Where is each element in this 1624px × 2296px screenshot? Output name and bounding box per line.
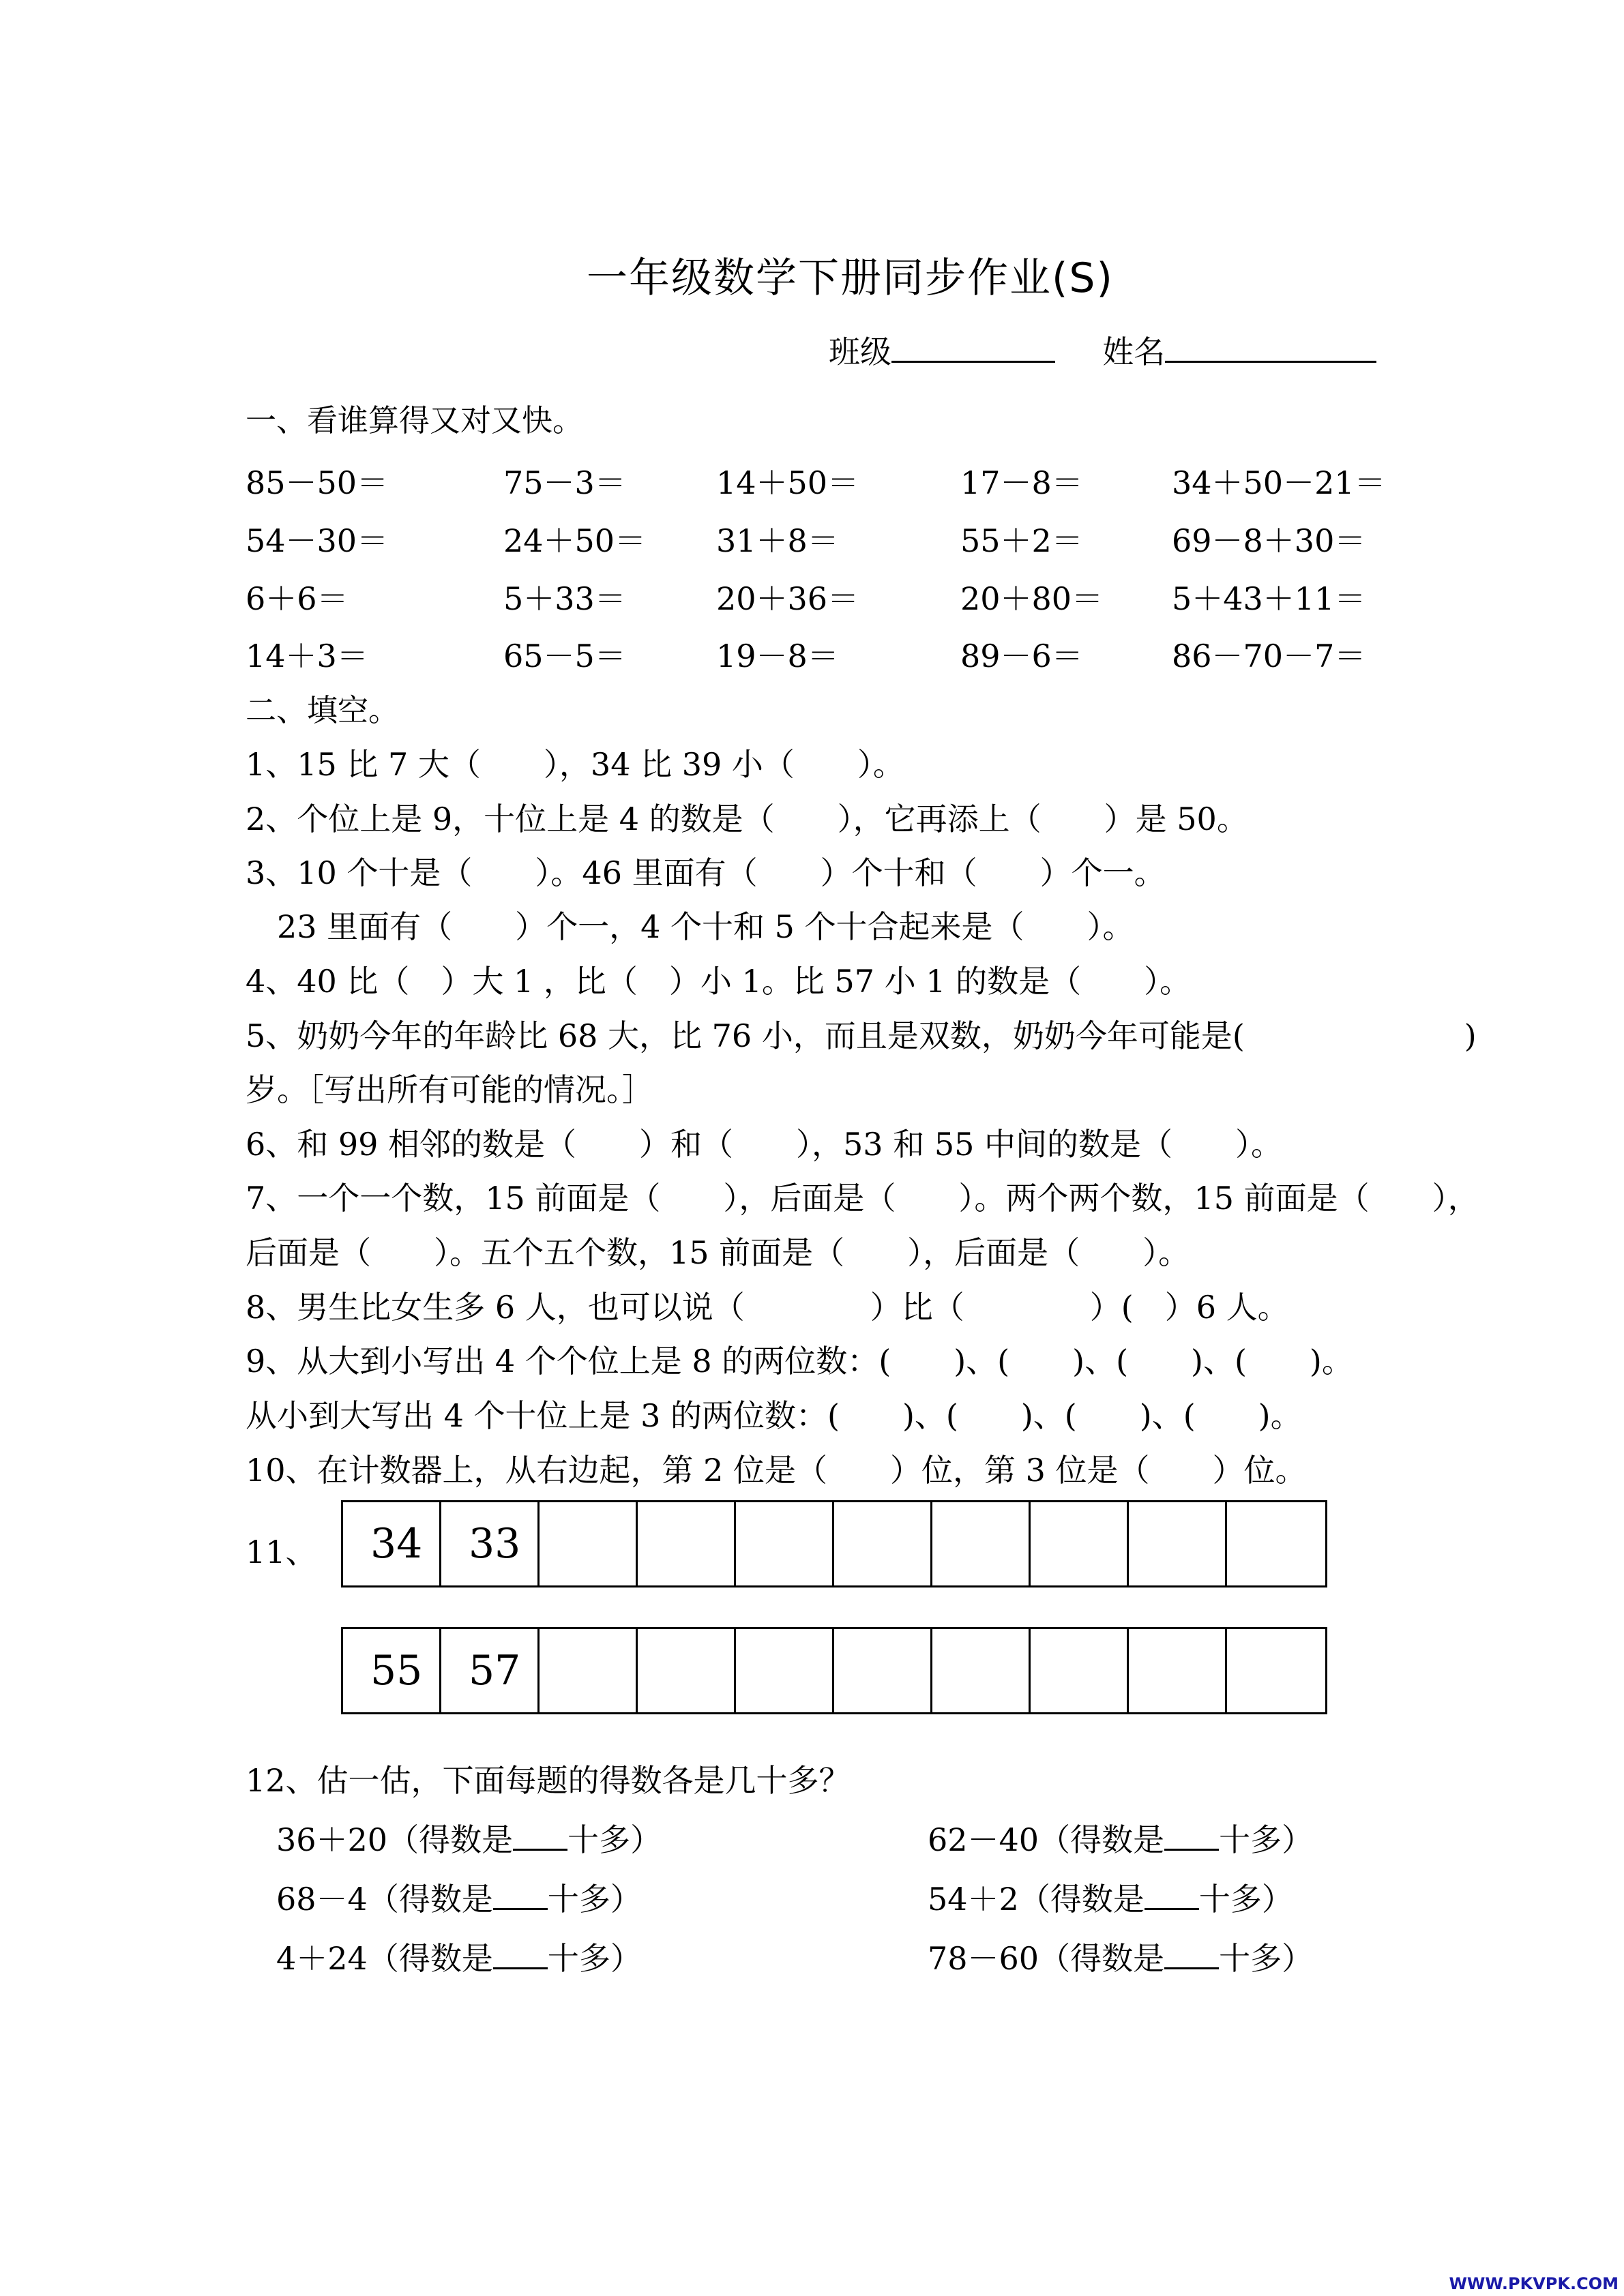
sequence-cell: 33 <box>441 1502 540 1585</box>
sequence-cell[interactable] <box>736 1629 834 1712</box>
sequence-cell[interactable] <box>834 1502 932 1585</box>
calc-item: 20＋80＝ <box>960 580 1104 617</box>
estimate-item <box>928 1934 1313 1979</box>
calc-item: 14＋50＝ <box>716 464 859 501</box>
sequence-cell[interactable] <box>1031 1629 1129 1712</box>
calc-item: 54－30＝ <box>246 522 389 559</box>
answer-blank[interactable] <box>1164 1821 1219 1851</box>
estimate-expression: 4＋24 <box>276 1940 368 1977</box>
fill-line: 4、40 比（ ）大 1 ，比（ ）小 1。比 57 小 1 的数是（ ）。 <box>246 963 1192 1000</box>
estimate-suffix: 十多） <box>1219 1821 1314 1858</box>
estimate-item <box>276 1875 642 1920</box>
estimate-expression: 62－40 <box>928 1821 1039 1858</box>
number-sequence-row-2 <box>341 1627 1327 1714</box>
sequence-cell[interactable] <box>540 1629 638 1712</box>
estimate-suffix: 十多） <box>1219 1940 1314 1977</box>
estimate-suffix: 十多） <box>547 1881 642 1918</box>
class-name-line <box>829 327 1376 372</box>
calc-item: 85－50＝ <box>246 464 389 501</box>
estimate-prefix: （得数是 <box>1018 1881 1145 1918</box>
fill-line: 10、在计数器上，从右边起，第 2 位是（ ）位，第 3 位是（ ）位。 <box>246 1452 1307 1489</box>
sequence-cell[interactable] <box>540 1502 638 1585</box>
estimate-item <box>928 1875 1293 1920</box>
fill-line: 2、个位上是 9，十位上是 4 的数是（ ），它再添上（ ）是 50。 <box>246 801 1248 837</box>
fill-line: 5、奶奶今年的年龄比 68 大，比 76 小，而且是双数，奶奶今年可能是( ) <box>246 1017 1477 1054</box>
sequence-cell[interactable] <box>1227 1502 1325 1585</box>
sequence-cell: 55 <box>343 1629 441 1712</box>
calc-item: 31＋8＝ <box>716 522 839 559</box>
calc-item: 34＋50－21＝ <box>1172 464 1386 501</box>
calc-item: 89－6＝ <box>960 638 1083 674</box>
page-title: 一年级数学下册同步作业(S) <box>587 254 1114 302</box>
calc-item: 75－3＝ <box>503 464 626 501</box>
class-label: 班级 <box>829 333 891 370</box>
fill-line: 岁。［写出所有可能的情况。］ <box>246 1071 653 1108</box>
sequence-cell[interactable] <box>834 1629 932 1712</box>
sequence-cell[interactable] <box>1129 1502 1227 1585</box>
name-field[interactable] <box>1165 333 1376 363</box>
estimate-item <box>928 1815 1313 1860</box>
calc-item: 6＋6＝ <box>246 580 349 617</box>
calc-item: 5＋33＝ <box>503 580 626 617</box>
fill-line: 8、男生比女生多 6 人，也可以说（ ）比（ ）( ）6 人。 <box>246 1289 1289 1326</box>
sequence-cell[interactable] <box>1227 1629 1325 1712</box>
estimate-suffix: 十多） <box>567 1821 662 1858</box>
fill-line: 9、从大到小写出 4 个个位上是 8 的两位数：( )、( )、( )、( )。 <box>246 1343 1353 1380</box>
sequence-cell[interactable] <box>932 1502 1031 1585</box>
sequence-cell: 34 <box>343 1502 441 1585</box>
estimate-prefix: （得数是 <box>367 1940 493 1977</box>
section1-heading: 一、看谁算得又对又快。 <box>246 402 584 438</box>
estimate-item <box>276 1815 662 1860</box>
calc-item: 19－8＝ <box>716 638 839 674</box>
calc-item: 17－8＝ <box>960 464 1083 501</box>
answer-blank[interactable] <box>513 1821 567 1851</box>
name-label: 姓名 <box>1102 333 1166 370</box>
calc-item: 5＋43＋11＝ <box>1172 580 1366 617</box>
sequence-cell[interactable] <box>736 1502 834 1585</box>
calc-item: 65－5＝ <box>503 638 626 674</box>
estimate-prefix: （得数是 <box>1039 1821 1165 1858</box>
estimate-prefix: （得数是 <box>1039 1940 1165 1977</box>
estimate-expression: 36＋20 <box>276 1821 388 1858</box>
calc-item: 24＋50＝ <box>503 522 647 559</box>
answer-blank[interactable] <box>493 1940 548 1969</box>
fill-line: 从小到大写出 4 个十位上是 3 的两位数：( )、( )、( )、( )。 <box>246 1397 1302 1434</box>
estimate-prefix: （得数是 <box>387 1821 514 1858</box>
sequence-cell[interactable] <box>638 1629 736 1712</box>
calc-item: 69－8＋30＝ <box>1172 522 1366 559</box>
calc-item: 14＋3＝ <box>246 638 368 674</box>
calc-item: 86－70－7＝ <box>1172 638 1366 674</box>
section2-heading: 二、填空。 <box>246 692 400 728</box>
class-field[interactable] <box>891 333 1055 363</box>
estimate-expression: 68－4 <box>276 1881 368 1918</box>
fill-line: 7、一个一个数，15 前面是（ ），后面是（ ）。两个两个数，15 前面是（ ）， <box>246 1180 1479 1217</box>
estimate-item <box>276 1934 642 1979</box>
fill-line: 后面是（ ）。五个五个数，15 前面是（ ），后面是（ ）。 <box>246 1234 1190 1271</box>
site-watermark: WWW.PKVPK.COM <box>1449 2274 1619 2293</box>
sequence-cell[interactable] <box>1129 1629 1227 1712</box>
fill-line: 1、15 比 7 大（ ），34 比 39 小（ ）。 <box>246 746 904 783</box>
sequence-cell: 57 <box>441 1629 540 1712</box>
sequence-cell[interactable] <box>1031 1502 1129 1585</box>
calc-item: 55＋2＝ <box>960 522 1083 559</box>
number-sequence-row-1 <box>341 1500 1327 1587</box>
sequence-cell[interactable] <box>932 1629 1031 1712</box>
estimate-suffix: 十多） <box>547 1940 642 1977</box>
q11-label: 11、 <box>246 1534 317 1570</box>
answer-blank[interactable] <box>493 1881 548 1910</box>
answer-blank[interactable] <box>1145 1881 1199 1910</box>
fill-line: 6、和 99 相邻的数是（ ）和（ ），53 和 55 中间的数是（ ）。 <box>246 1126 1282 1163</box>
fill-line: 3、10 个十是（ ）。46 里面有（ ）个十和（ ）个一。 <box>246 854 1166 891</box>
estimate-expression: 78－60 <box>928 1940 1039 1977</box>
answer-blank[interactable] <box>1164 1940 1219 1969</box>
q12-heading: 12、估一估，下面每题的得数各是几十多？ <box>246 1762 851 1799</box>
calc-item: 20＋36＝ <box>716 580 859 617</box>
estimate-expression: 54＋2 <box>928 1881 1019 1918</box>
fill-line: 23 里面有（ ）个一，4 个十和 5 个十合起来是（ ）。 <box>246 908 1134 945</box>
estimate-suffix: 十多） <box>1198 1881 1293 1918</box>
estimate-prefix: （得数是 <box>367 1881 493 1918</box>
sequence-cell[interactable] <box>638 1502 736 1585</box>
